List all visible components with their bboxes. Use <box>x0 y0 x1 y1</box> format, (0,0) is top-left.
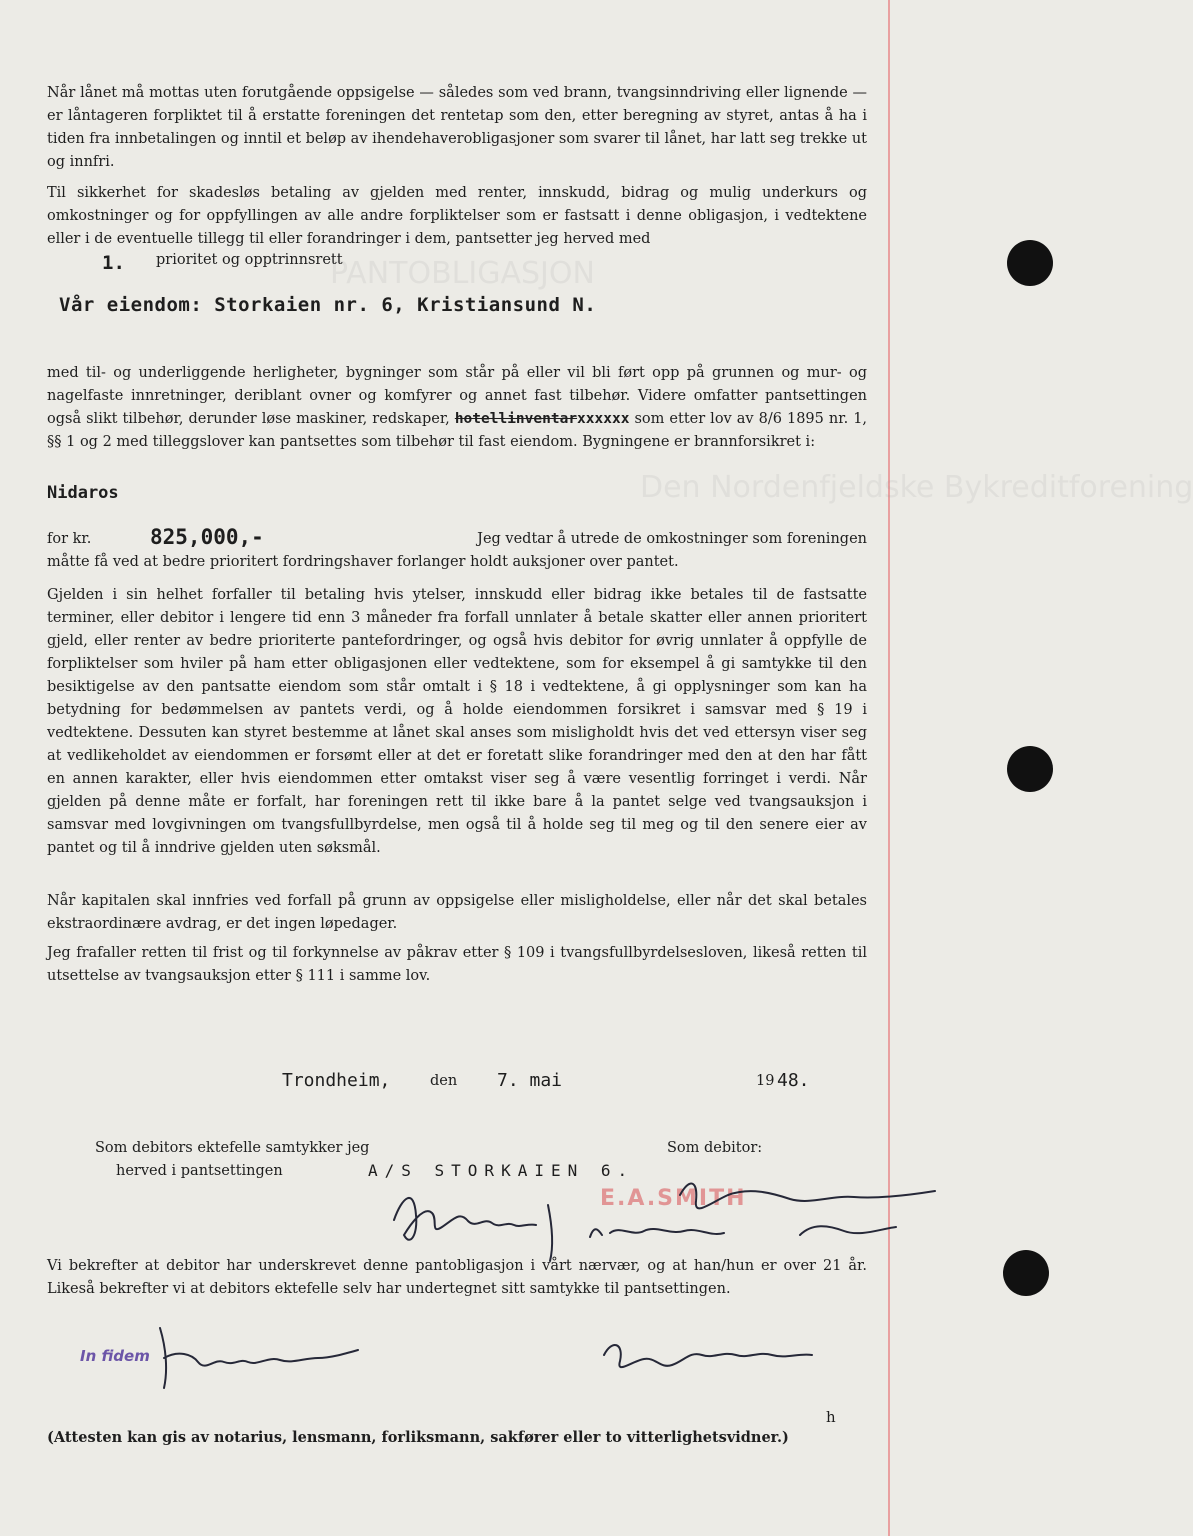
punch-hole-bottom <box>1003 1250 1049 1296</box>
company-stamp: A/S STORKAIEN 6. <box>368 1161 635 1180</box>
punch-hole-middle <box>1007 746 1053 792</box>
spouse-consent-label-b: herved i pantsettingen <box>116 1163 283 1179</box>
red-stamp: E.A.SMITH <box>600 1186 747 1211</box>
witness-signature-right <box>590 1325 830 1395</box>
date-den: den <box>430 1073 458 1089</box>
insurer-name: Nidaros <box>47 483 119 503</box>
date-day-month: 7. mai <box>497 1070 563 1091</box>
signature-stroke-2 <box>548 1205 552 1261</box>
paragraph-security: Til sikkerhet for skadesløs betaling av gjelden med renter, innskudd, bidrag og mulig underkurs og omkostninger og for oppfyllingen av alle andre forpliktelser som er fastsatt i denne obligasjon, i vedtektene eller i de eventuelle tillegg til eller forandringer i dem, pantsetter jeg herved med <box>47 185 867 247</box>
attestation-footnote: (Attesten kan gis av notarius, lensmann, forliksmann, sakfører eller to vitterlighetsvidner.) <box>47 1429 789 1446</box>
typed-xs: xxxxxx <box>577 411 630 427</box>
witness-signature-left <box>140 1318 380 1398</box>
paragraph-early-repayment: Når lånet må mottas uten forutgående oppsigelse — således som ved brann, tvangsinndriving eller lignende — er låntageren forpliktet til å erstatte foreningen det rentetap som den, etter beregning av styret, antas å ha i tiden fra innbetalingen og inntil et beløp av ihendehaverobligasjoner som svarer til lånet, har latt seg trekke ut og innfri. <box>47 85 867 170</box>
appurtenances-text-end: som etter lov av 8/6 1895 nr. 1, §§ 1 og 2 med tilleggslover kan pantsettes som tilbehør til fast eiendom. Bygningene er brannforsikret i: <box>47 411 868 450</box>
punch-hole-top <box>1007 240 1053 286</box>
debtor-label: Som debitor: <box>667 1140 763 1156</box>
date-year-suffix: 48. <box>777 1070 810 1091</box>
date-year-prefix: 19 <box>756 1073 775 1089</box>
in-fidem-stamp: In fidem <box>80 1347 150 1365</box>
bleed-through-text-1: PANTOBLIGASJON <box>330 256 595 291</box>
costs-clause-a: Jeg vedtar å utrede de omkostninger som foreningen <box>477 531 867 547</box>
amount-prefix: for kr. <box>47 531 92 547</box>
property-description: Vår eiendom: Storkaien nr. 6, Kristiansund N. <box>59 294 597 316</box>
bleed-through-text-2: Den Nordenfjeldske Bykreditforening <box>640 470 1193 505</box>
paragraph-attestation: Vi bekrefter at debitor har underskrevet denne pantobligasjon i vårt nærvær, og at han/hun er over 21 år. Likeså bekrefter vi at debitors ektefelle selv har undertegnet sitt samtykke til pantsettingen. <box>47 1258 867 1297</box>
signature-stroke-4 <box>680 1184 935 1209</box>
paragraph-default-terms: Gjelden i sin helhet forfaller til betaling hvis ytelser, innskudd eller bidrag ikke betales til de fastsatte terminer, eller debitor i lengere tid enn 3 måneder fra forfall unnlater å betale skatter eller annen prioritert gjeld, eller renter av bedre prioriterte pantefordringer, og også hvis debitor for øvrig unnlater å oppfylle de forpliktelser som hviler på ham etter obligasjonen eller vedtektene, som for eksempel å gi samtykke til den besiktigelse av den pantsatte eiendom som står omtalt i § 18 i vedtektene, å gi opplysninger som kan ha betydning for bedømmelsen av pantets verdi, og å holde eiendommen forsikret i samsvar med § 19 i vedtektene. Dessuten kan styret bestemme at lånet skal anses som misligholdt hvis det ved ettersyn viser seg at vedlikeholdet av eiendommen er forsømt eller at det er foretatt slike forandringer med den at den har fått en annen karakter, eller hvis eiendommen etter omtakst viser seg å være vesentlig forringet i verdi. Når gjelden på denne måte er forfalt, har foreningen rett til ikke bare å la pantet selge ved tvangsauksjon i samsvar med lovgivningen om tvangsfullbyrdelse, men også til å holde seg til meg og til den senere eier av pantet og til å inndrive gjelden uten søksmål. <box>47 587 867 856</box>
appurtenances-text: med til- og underliggende herligheter, bygninger som står på eller vil bli ført opp på grunnen og mur- og nagelfaste innretninger, deriblant ovner og komfyrer og annet fast tilbehør. Videre omfatter pantsettingen også slikt tilbehør, derunder løse maskiner, redskaper, <box>47 365 867 427</box>
spouse-consent-label-a: Som debitors ektefelle samtykker jeg <box>95 1140 370 1156</box>
witness-right-stroke <box>604 1345 812 1367</box>
witness-mark: h <box>826 1408 836 1426</box>
struck-through-word: hotellinventar <box>454 411 578 427</box>
signature-stroke-3 <box>590 1229 724 1237</box>
signature-stroke-5 <box>800 1226 896 1235</box>
red-margin-line <box>888 0 890 1536</box>
paragraph-appurtenances <box>47 362 867 454</box>
costs-clause-b: måtte få ved at bedre prioritert fordringshaver forlanger holdt auksjoner over pantet. <box>47 554 679 570</box>
date-place: Trondheim, <box>282 1070 391 1091</box>
paragraph-waiver: Jeg frafaller retten til frist og til forkynnelse av påkrav etter § 109 i tvangsfullbyrdelsesloven, likeså retten til utsettelse av tvangsauksjon etter § 111 i samme lov. <box>47 945 867 984</box>
insured-amount: 825,000,- <box>150 525 264 549</box>
witness-left-stroke <box>160 1328 358 1388</box>
paragraph-no-grace-days: Når kapitalen skal innfries ved forfall på grunn av oppsigelse eller misligholdelse, eller når det skal betales ekstraordinære avdrag, er det ingen løpedager. <box>47 893 867 932</box>
signature-stroke-1 <box>394 1198 536 1240</box>
priority-number: 1. <box>102 252 125 274</box>
priority-label: prioritet og opptrinnsrett <box>156 252 343 268</box>
